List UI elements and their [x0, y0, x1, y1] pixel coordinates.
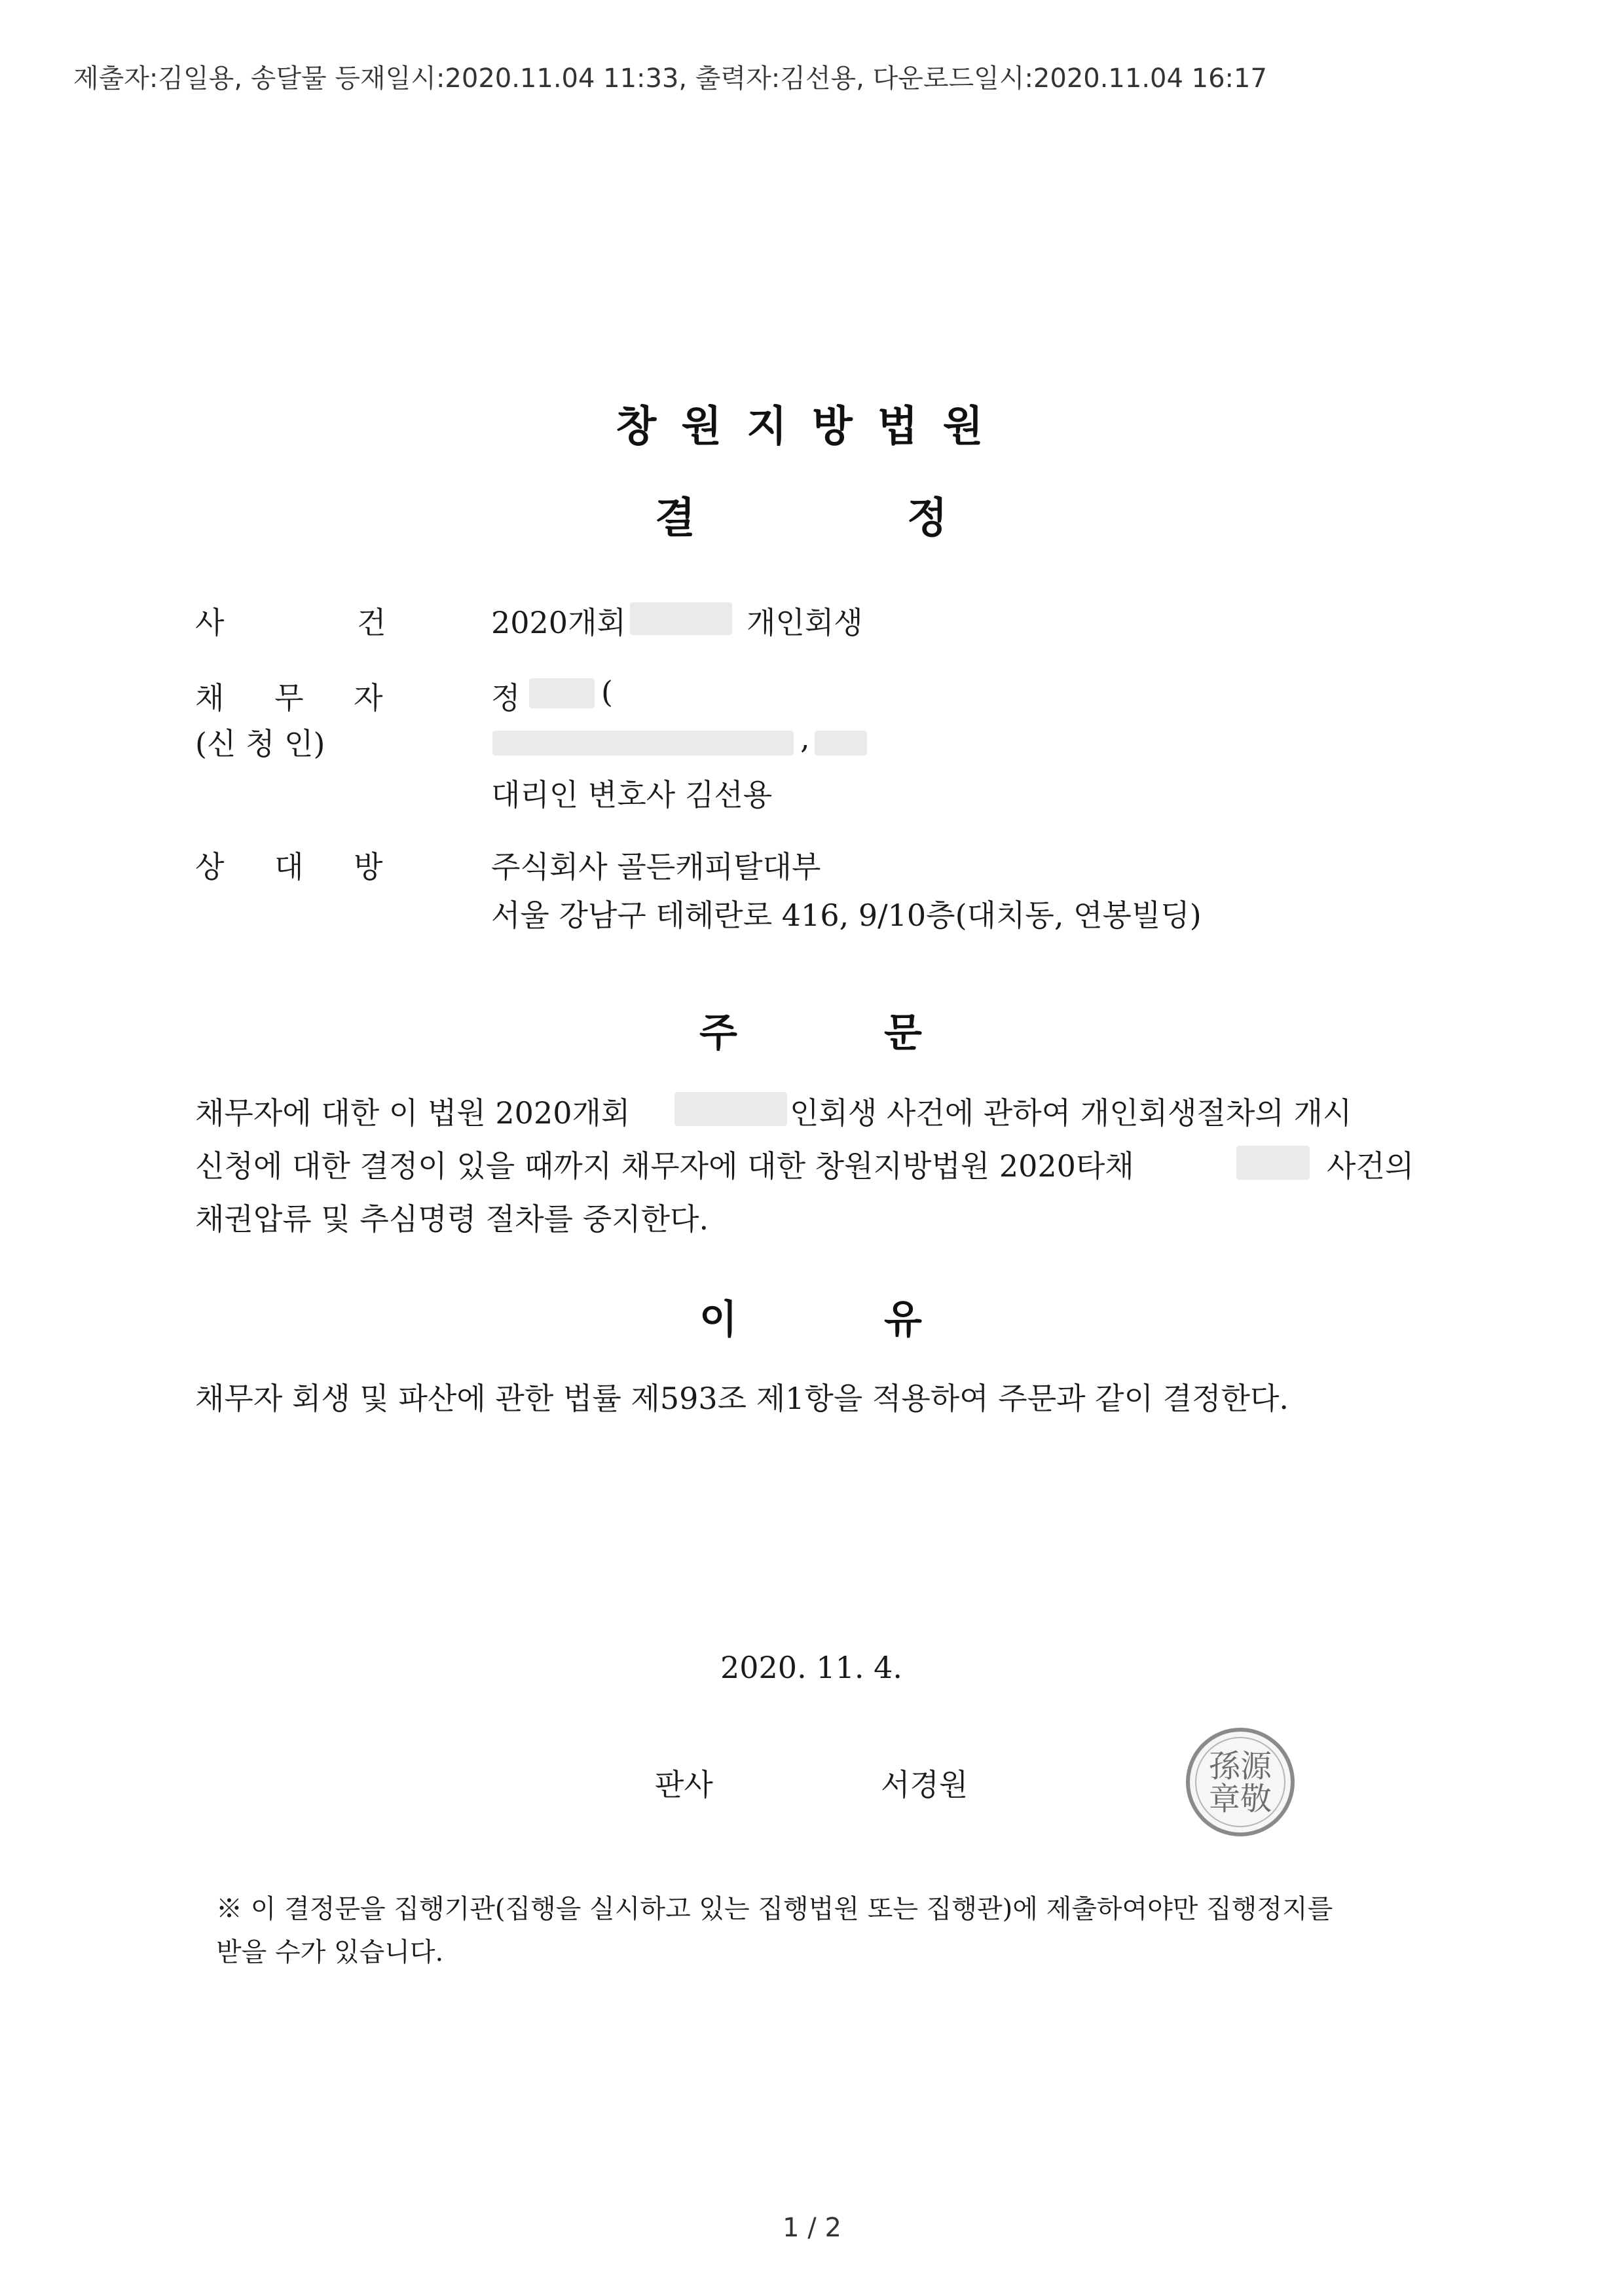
reason-heading-left: 이 — [699, 1297, 737, 1343]
debtor-address-comma: , — [800, 720, 810, 756]
debtor-label-char: 자 — [354, 680, 383, 716]
reason-text: 채무자 회생 및 파산에 관한 법률 제593조 제1항을 적용하여 주문과 같이 결정한다. — [195, 1381, 1289, 1416]
order-line-3: 채권압류 및 추심명령 절차를 중지한다. — [195, 1201, 709, 1237]
redaction-block — [674, 1092, 787, 1126]
redaction-block — [492, 731, 794, 756]
submission-info: 제출자:김일용, 송달물 등재일시:2020.11.04 11:33, 출력자:김선용, 다운로드일시:2020.11.04 16:17 — [73, 64, 1267, 94]
redaction-block — [529, 678, 595, 708]
case-type: 개인회생 — [747, 605, 863, 640]
judge-seal-icon — [1184, 1726, 1297, 1838]
attorney: 대리인 변호사 김선용 — [491, 777, 773, 812]
counterparty-name: 주식회사 골든캐피탈대부 — [491, 849, 821, 884]
applicant-label: (신 청 인) — [195, 726, 325, 761]
debtor-name: 정 — [491, 680, 521, 716]
svg-text:孫源: 孫源 — [1208, 1748, 1272, 1785]
court-name: 창원지방법원 — [616, 403, 1008, 451]
debtor-paren: ( — [601, 674, 613, 710]
reason-heading-right: 유 — [884, 1297, 922, 1343]
order-line-2a: 신청에 대한 결정이 있을 때까지 채무자에 대한 창원지방법원 2020타채 — [195, 1148, 1134, 1184]
judge-title: 판사 — [655, 1767, 713, 1802]
notice-line-1: ※ 이 결정문을 집행기관(집행을 실시하고 있는 집행법원 또는 집행관)에 제출하여야만 집행정지를 — [216, 1894, 1333, 1924]
judge-name: 서경원 — [881, 1767, 969, 1802]
doc-type-left: 결 — [655, 494, 695, 543]
counterparty-label-char: 방 — [354, 849, 383, 884]
svg-text:章敬: 章敬 — [1208, 1781, 1272, 1817]
case-label — [195, 599, 386, 642]
counterparty-label — [195, 843, 383, 886]
debtor-label-char: 무 — [274, 680, 304, 716]
redaction-block — [1236, 1146, 1310, 1180]
redaction-block — [630, 602, 732, 635]
debtor-label — [195, 674, 383, 718]
notice-line-2: 받을 수가 있습니다. — [216, 1937, 444, 1967]
order-heading-right: 문 — [884, 1010, 922, 1056]
case-number: 2020개회 — [491, 605, 626, 640]
counterparty-label-char: 대 — [274, 849, 304, 884]
doc-type-right: 정 — [907, 494, 948, 543]
counterparty-address: 서울 강남구 테헤란로 416, 9/10층(대치동, 연봉빌딩) — [491, 898, 1202, 933]
order-heading-left: 주 — [699, 1010, 737, 1056]
debtor-label-char: 채 — [195, 680, 225, 716]
page-number: 1 / 2 — [783, 2213, 841, 2243]
redaction-block — [815, 731, 867, 756]
case-label-char: 사 — [195, 605, 225, 640]
decision-date: 2020. 11. 4. — [720, 1650, 902, 1685]
order-line-2b: 사건의 — [1327, 1148, 1414, 1184]
counterparty-label-char: 상 — [195, 849, 225, 884]
order-line-1b: 인회생 사건에 관하여 개인회생절차의 개시 — [790, 1095, 1352, 1131]
case-label-char: 건 — [357, 605, 386, 640]
order-line-1a: 채무자에 대한 이 법원 2020개회 — [195, 1095, 631, 1131]
